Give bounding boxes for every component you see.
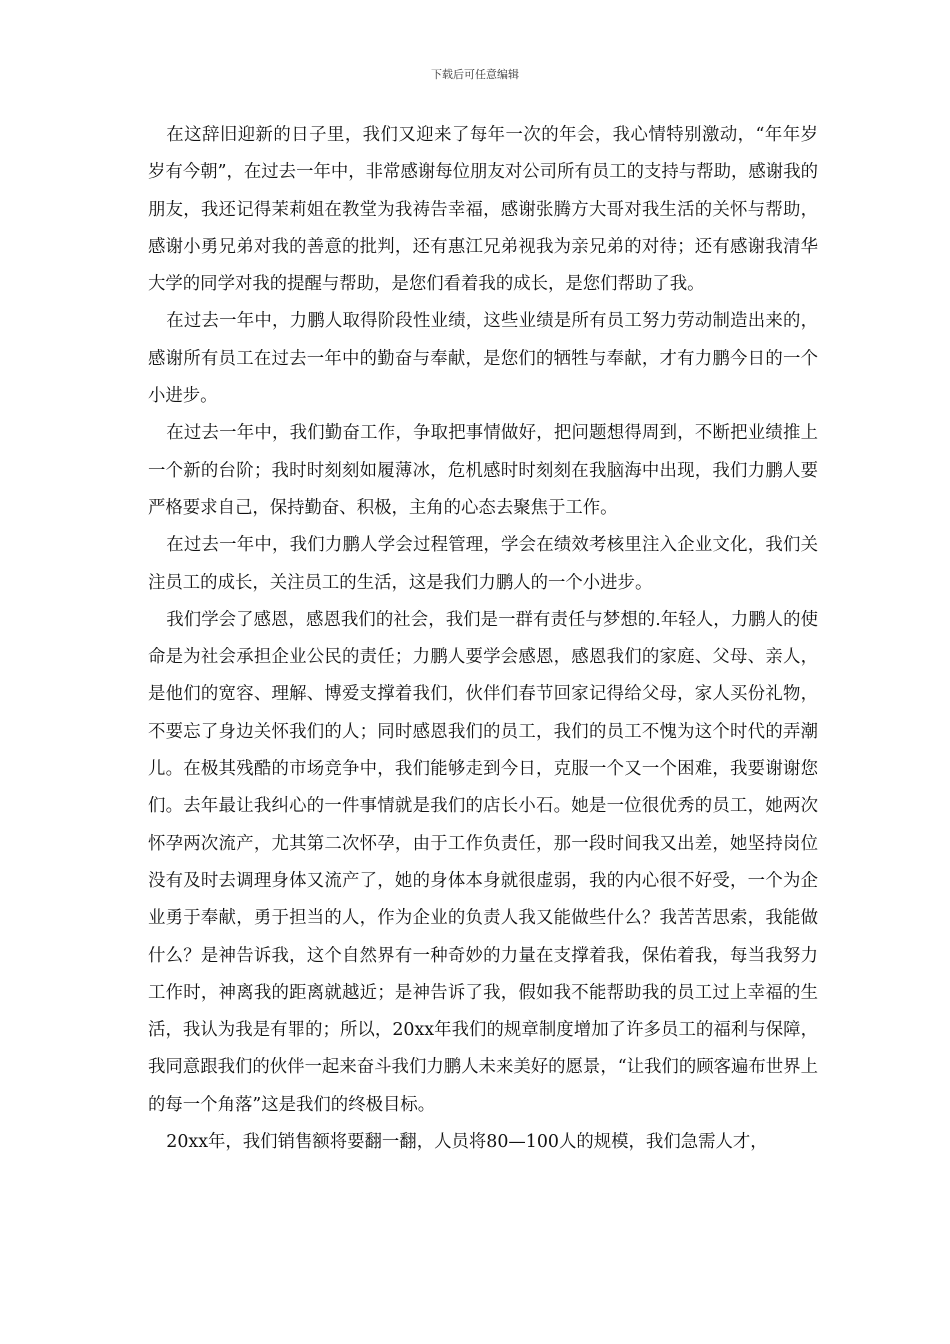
paragraph: 在过去一年中，我们力鹏人学会过程管理，学会在绩效考核里注入企业文化，我们关注员工的成长，关注员工的生活，这是我们力鹏人的一个小进步。 [148,535,818,593]
paragraph: 我们学会了感恩，感恩我们的社会，我们是一群有责任与梦想的.年轻人，力鹏人的使命是为社会承担企业公民的责任；力鹏人要学会感恩，感恩我们的家庭、父母、亲人，是他们的宽容、理解、博爱支撑着我们，伙伴们春节回家记得给父母，家人买份礼物，不要忘了身边关怀我们的人；同时感恩我们的员工，我们的员工不愧为这个时代的弄潮儿。在极其残酷的市场竞争中，我们能够走到今日，克服一个又一个困难，我要谢谢您们。去年最让我纠心的一件事情就是我们的店长小石。她是一位很优秀的员工，她两次怀孕两次流产，尤其第二次怀孕，由于工作负责任，那一段时间我又出差，她坚持岗位没有及时去调理身体又流产了，她的身体本身就很虚弱，我的内心很不好受，一个为企业勇于奉献，勇于担当的人，作为企业的负责人我又能做些什么？我苦苦思索，我能做什么？是神告诉我，这个自然界有一种奇妙的力量在支撑着我，保佑着我，每当我努力工作时，神离我的距离就越近；是神告诉了我，假如我不能帮助我的员工过上幸福的生活，我认为我是有罪的；所以，20xx年我们的规章制度增加了许多员工的福利与保障，我同意跟我们的伙伴一起来奋斗我们力鹏人未来美好的愿景，“让我们的顾客遍布世界上的每一个角落”这是我们的终极目标。 [148,609,818,1115]
paragraph: 在这辞旧迎新的日子里，我们又迎来了每年一次的年会，我心情特别激动，“年年岁岁有今朝”，在过去一年中，非常感谢每位朋友对公司所有员工的支持与帮助，感谢我的朋友，我还记得茉莉姐在教堂为我祷告幸福，感谢张腾方大哥对我生活的关怀与帮助，感谢小勇兄弟对我的善意的批判，还有惠江兄弟视我为亲兄弟的对待；还有感谢我清华大学的同学对我的提醒与帮助，是您们看着我的成长，是您们帮助了我。 [148,125,818,295]
paragraph: 在过去一年中，力鹏人取得阶段性业绩，这些业绩是所有员工努力劳动制造出来的，感谢所有员工在过去一年中的勤奋与奉献，是您们的牺牲与奉献，才有力鹏今日的一个小进步。 [148,311,818,407]
paragraph: 在过去一年中，我们勤奋工作，争取把事情做好，把问题想得周到，不断把业绩推上一个新的台阶；我时时刻刻如履薄冰，危机感时时刻刻在我脑海中出现，我们力鹏人要严格要求自己，保持勤奋、积极，主角的心态去聚焦于工作。 [148,423,818,518]
paragraph: 20xx年，我们销售额将要翻一翻，人员将80—100人的规模，我们急需人才， [166,1132,768,1153]
document-body [148,117,818,1161]
header-note: 下载后可任意编辑 [431,68,519,81]
